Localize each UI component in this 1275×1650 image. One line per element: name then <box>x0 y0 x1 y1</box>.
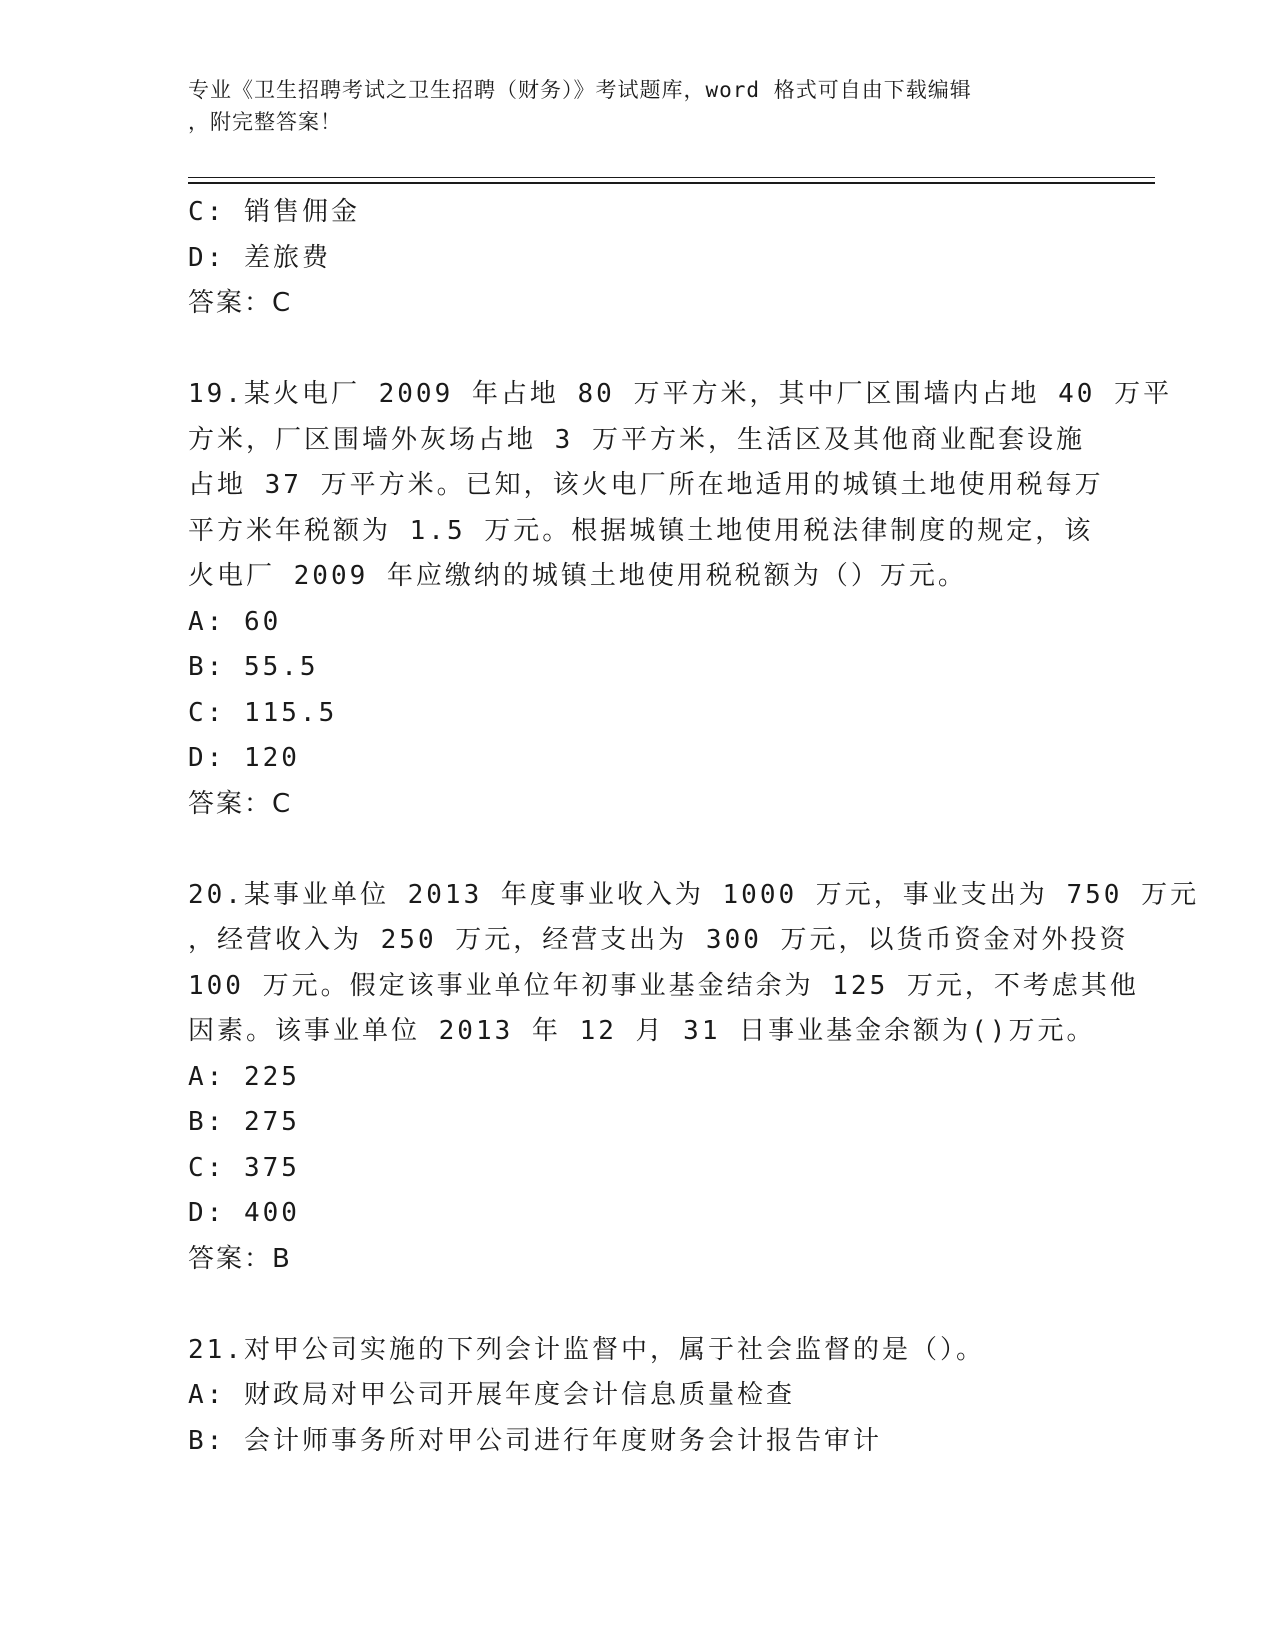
q20-stem-line: ，经营收入为 250 万元，经营支出为 300 万元，以货币资金对外投资 <box>188 925 1129 955</box>
q21-stem-line: 21.对甲公司实施的下列会计监督中，属于社会监督的是（）。 <box>188 1334 985 1365</box>
q20-option-c: C: 375 <box>188 1152 300 1183</box>
q20-stem <box>188 873 1200 1055</box>
header-line-1: 专业《卫生招聘考试之卫生招聘（财务）》考试题库，word 格式可自由下载编辑 <box>188 78 972 102</box>
header-line-2: ，附完整答案！ <box>188 110 342 134</box>
q19-option-d: D: 120 <box>188 743 300 773</box>
q21-stem <box>188 1328 1088 1374</box>
q21-option-b: B: 会计师事务所对甲公司进行年度财务会计报告审计 <box>188 1425 882 1456</box>
q20-option-b: B: 275 <box>188 1107 300 1137</box>
q19-answer: 答案：C <box>188 788 293 819</box>
q19-option-b: B: 55.5 <box>188 652 319 682</box>
question-21 <box>188 1328 1088 1465</box>
q20-stem-line: 因素。该事业单位 2013 年 12 月 31 日事业基金余额为()万元。 <box>188 1016 1096 1046</box>
spacer <box>188 827 1088 873</box>
document-header <box>188 74 1068 138</box>
q18-option-d: D: 差旅费 <box>188 242 331 273</box>
spacer <box>188 327 1088 373</box>
q19-stem-line: 方米，厂区围墙外灰场占地 3 万平方米，生活区及其他商业配套设施 <box>188 424 1085 455</box>
q19-option-c: C: 115.5 <box>188 697 338 728</box>
q19-stem-line: 占地 37 万平方米。已知，该火电厂所在地适用的城镇土地使用税每万 <box>188 470 1104 500</box>
spacer <box>188 1282 1088 1328</box>
q19-stem-line: 平方米年税额为 1.5 万元。根据城镇土地使用税法律制度的规定，该 <box>188 515 1094 546</box>
q20-option-a: A: 225 <box>188 1061 300 1092</box>
question-content <box>188 190 1200 1464</box>
q20-stem-line: 100 万元。假定该事业单位年初事业基金结余为 125 万元，不考虑其他 <box>188 970 1139 1001</box>
question-18 <box>188 190 1088 327</box>
q19-stem-line: 火电厂 2009 年应缴纳的城镇土地使用税税额为（）万元。 <box>188 561 967 591</box>
q18-option-c: C: 销售佣金 <box>188 197 360 227</box>
header-divider-thin <box>188 177 1155 178</box>
q21-option-a: A: 财政局对甲公司开展年度会计信息质量检查 <box>188 1380 795 1410</box>
q19-stem-line: 19.某火电厂 2009 年占地 80 万平方米，其中厂区围墙内占地 40 万平 <box>188 379 1173 409</box>
q19-stem <box>188 372 1173 600</box>
q20-answer: 答案：B <box>188 1243 292 1274</box>
q20-stem-line: 20.某事业单位 2013 年度事业收入为 1000 万元，事业支出为 750 万元 <box>188 879 1200 910</box>
q19-option-a: A: 60 <box>188 606 282 637</box>
question-20 <box>188 873 1200 1283</box>
header-divider-thick <box>188 182 1155 184</box>
question-19 <box>188 372 1173 827</box>
q20-option-d: D: 400 <box>188 1198 300 1228</box>
q18-answer: 答案：C <box>188 288 293 318</box>
